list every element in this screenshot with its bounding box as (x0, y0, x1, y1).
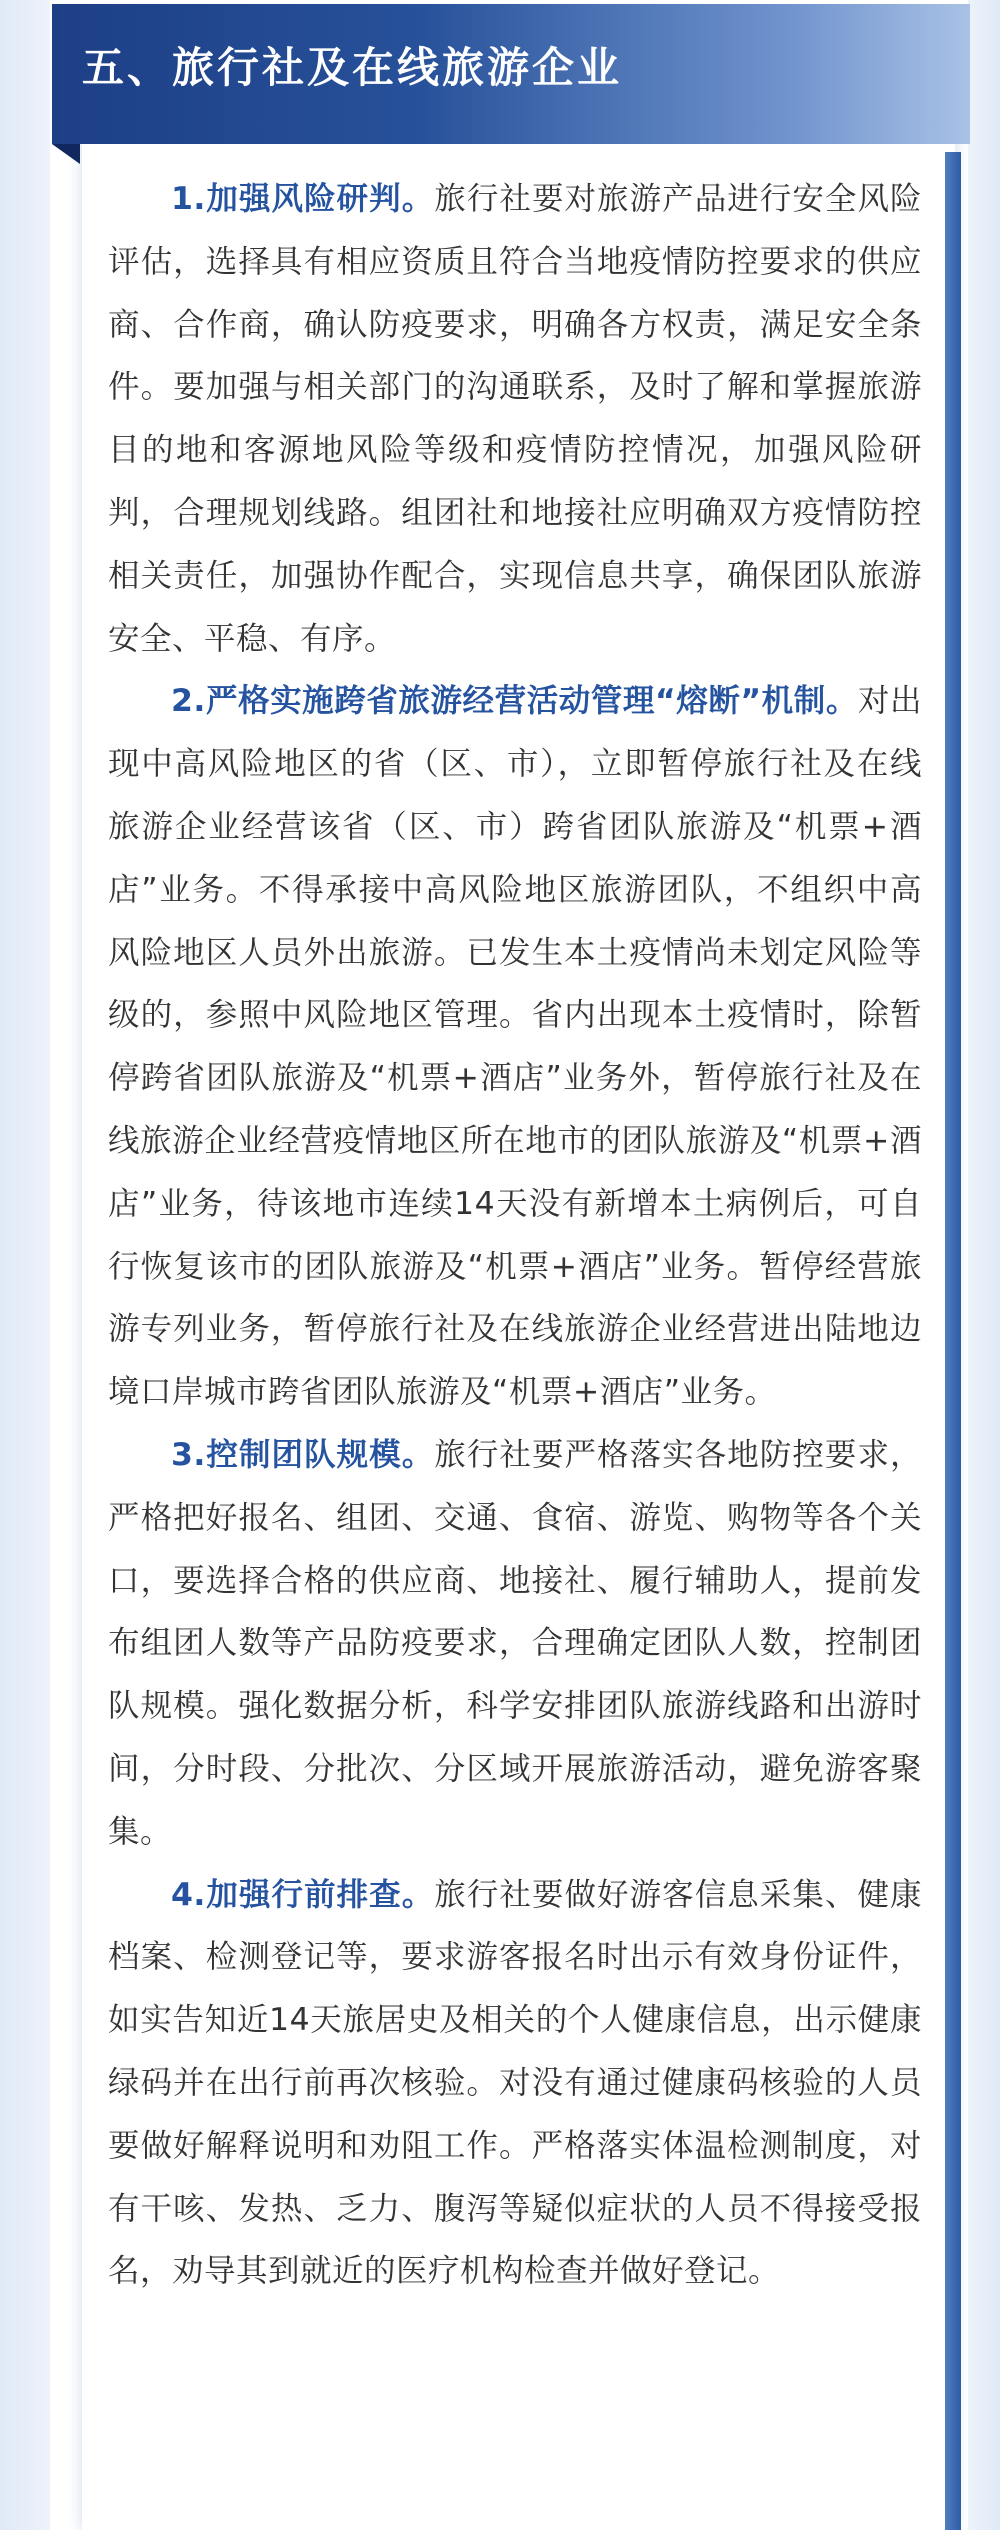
paragraph-2-heading: 2.严格实施跨省旅游经营活动管理“熔断”机制。 (171, 683, 858, 720)
paragraph-1 (108, 168, 922, 670)
right-decorative-stripe (968, 0, 1000, 2530)
article-body (108, 168, 922, 2303)
paragraph-2 (108, 670, 922, 1424)
paragraph-2-text: 对出现中高风险地区的省（区、市），立即暂停旅行社及在线旅游企业经营该省（区、市）跨省团队旅游及“机票+酒店”业务。不得承接中高风险地区旅游团队，不组织中高风险地区人员外出旅游。已发生本土疫情尚未划定风险等级的，参照中风险地区管理。省内出现本土疫情时，除暂停跨省团队旅游及“机票+酒店”业务外，暂停旅行社及在线旅游企业经营疫情地区所在地市的团队旅游及“机票+酒店”业务，待该地市连续14天没有新增本土病例后，可自行恢复该市的团队旅游及“机票+酒店”业务。暂停经营旅游专列业务，暂停旅行社及在线旅游企业经营进出陆地边境口岸城市跨省团队旅游及“机票+酒店”业务。 (108, 683, 922, 1411)
paragraph-1-text: 旅行社要对旅游产品进行安全风险评估，选择具有相应资质且符合当地疫情防控要求的供应商、合作商，确认防疫要求，明确各方权责，满足安全条件。要加强与相关部门的沟通联系，及时了解和掌握旅游目的地和客源地风险等级和疫情防控情况，加强风险研判，合理规划线路。组团社和地接社应明确双方疫情防控相关责任，加强协作配合，实现信息共享，确保团队旅游安全、平稳、有序。 (108, 181, 922, 657)
section-title: 五、旅行社及在线旅游企业 (82, 43, 623, 92)
paragraph-1-heading: 1.加强风险研判。 (171, 181, 435, 217)
paragraph-4 (108, 1864, 922, 2304)
panel-accent-bar (945, 152, 961, 2530)
paragraph-3-text: 旅行社要严格落实各地防控要求，严格把好报名、组团、交通、食宿、游览、购物等各个关口，要选择合格的供应商、地接社、履行辅助人，提前发布组团人数等产品防疫要求，合理确定团队人数，控制团队规模。强化数据分析，科学安排团队旅游线路和出游时间，分时段、分批次、分区域开展旅游活动，避免游客聚集。 (108, 1436, 922, 1850)
paragraph-4-heading: 4.加强行前排查。 (171, 1876, 435, 1913)
paragraph-3-heading: 3.控制团队规模。 (171, 1436, 435, 1473)
left-decorative-stripe (0, 0, 50, 2530)
paragraph-3 (108, 1424, 922, 1864)
header-fold-corner (52, 144, 80, 164)
paragraph-4-text: 旅行社要做好游客信息采集、健康档案、检测登记等，要求游客报名时出示有效身份证件，如实告知近14天旅居史及相关的个人健康信息，出示健康绿码并在出行前再次核验。对没有通过健康码核验的人员要做好解释说明和劝阻工作。严格落实体温检测制度，对有干咳、发热、乏力、腹泻等疑似症状的人员不得接受报名，劝导其到就近的医疗机构检查并做好登记。 (108, 1876, 922, 2290)
